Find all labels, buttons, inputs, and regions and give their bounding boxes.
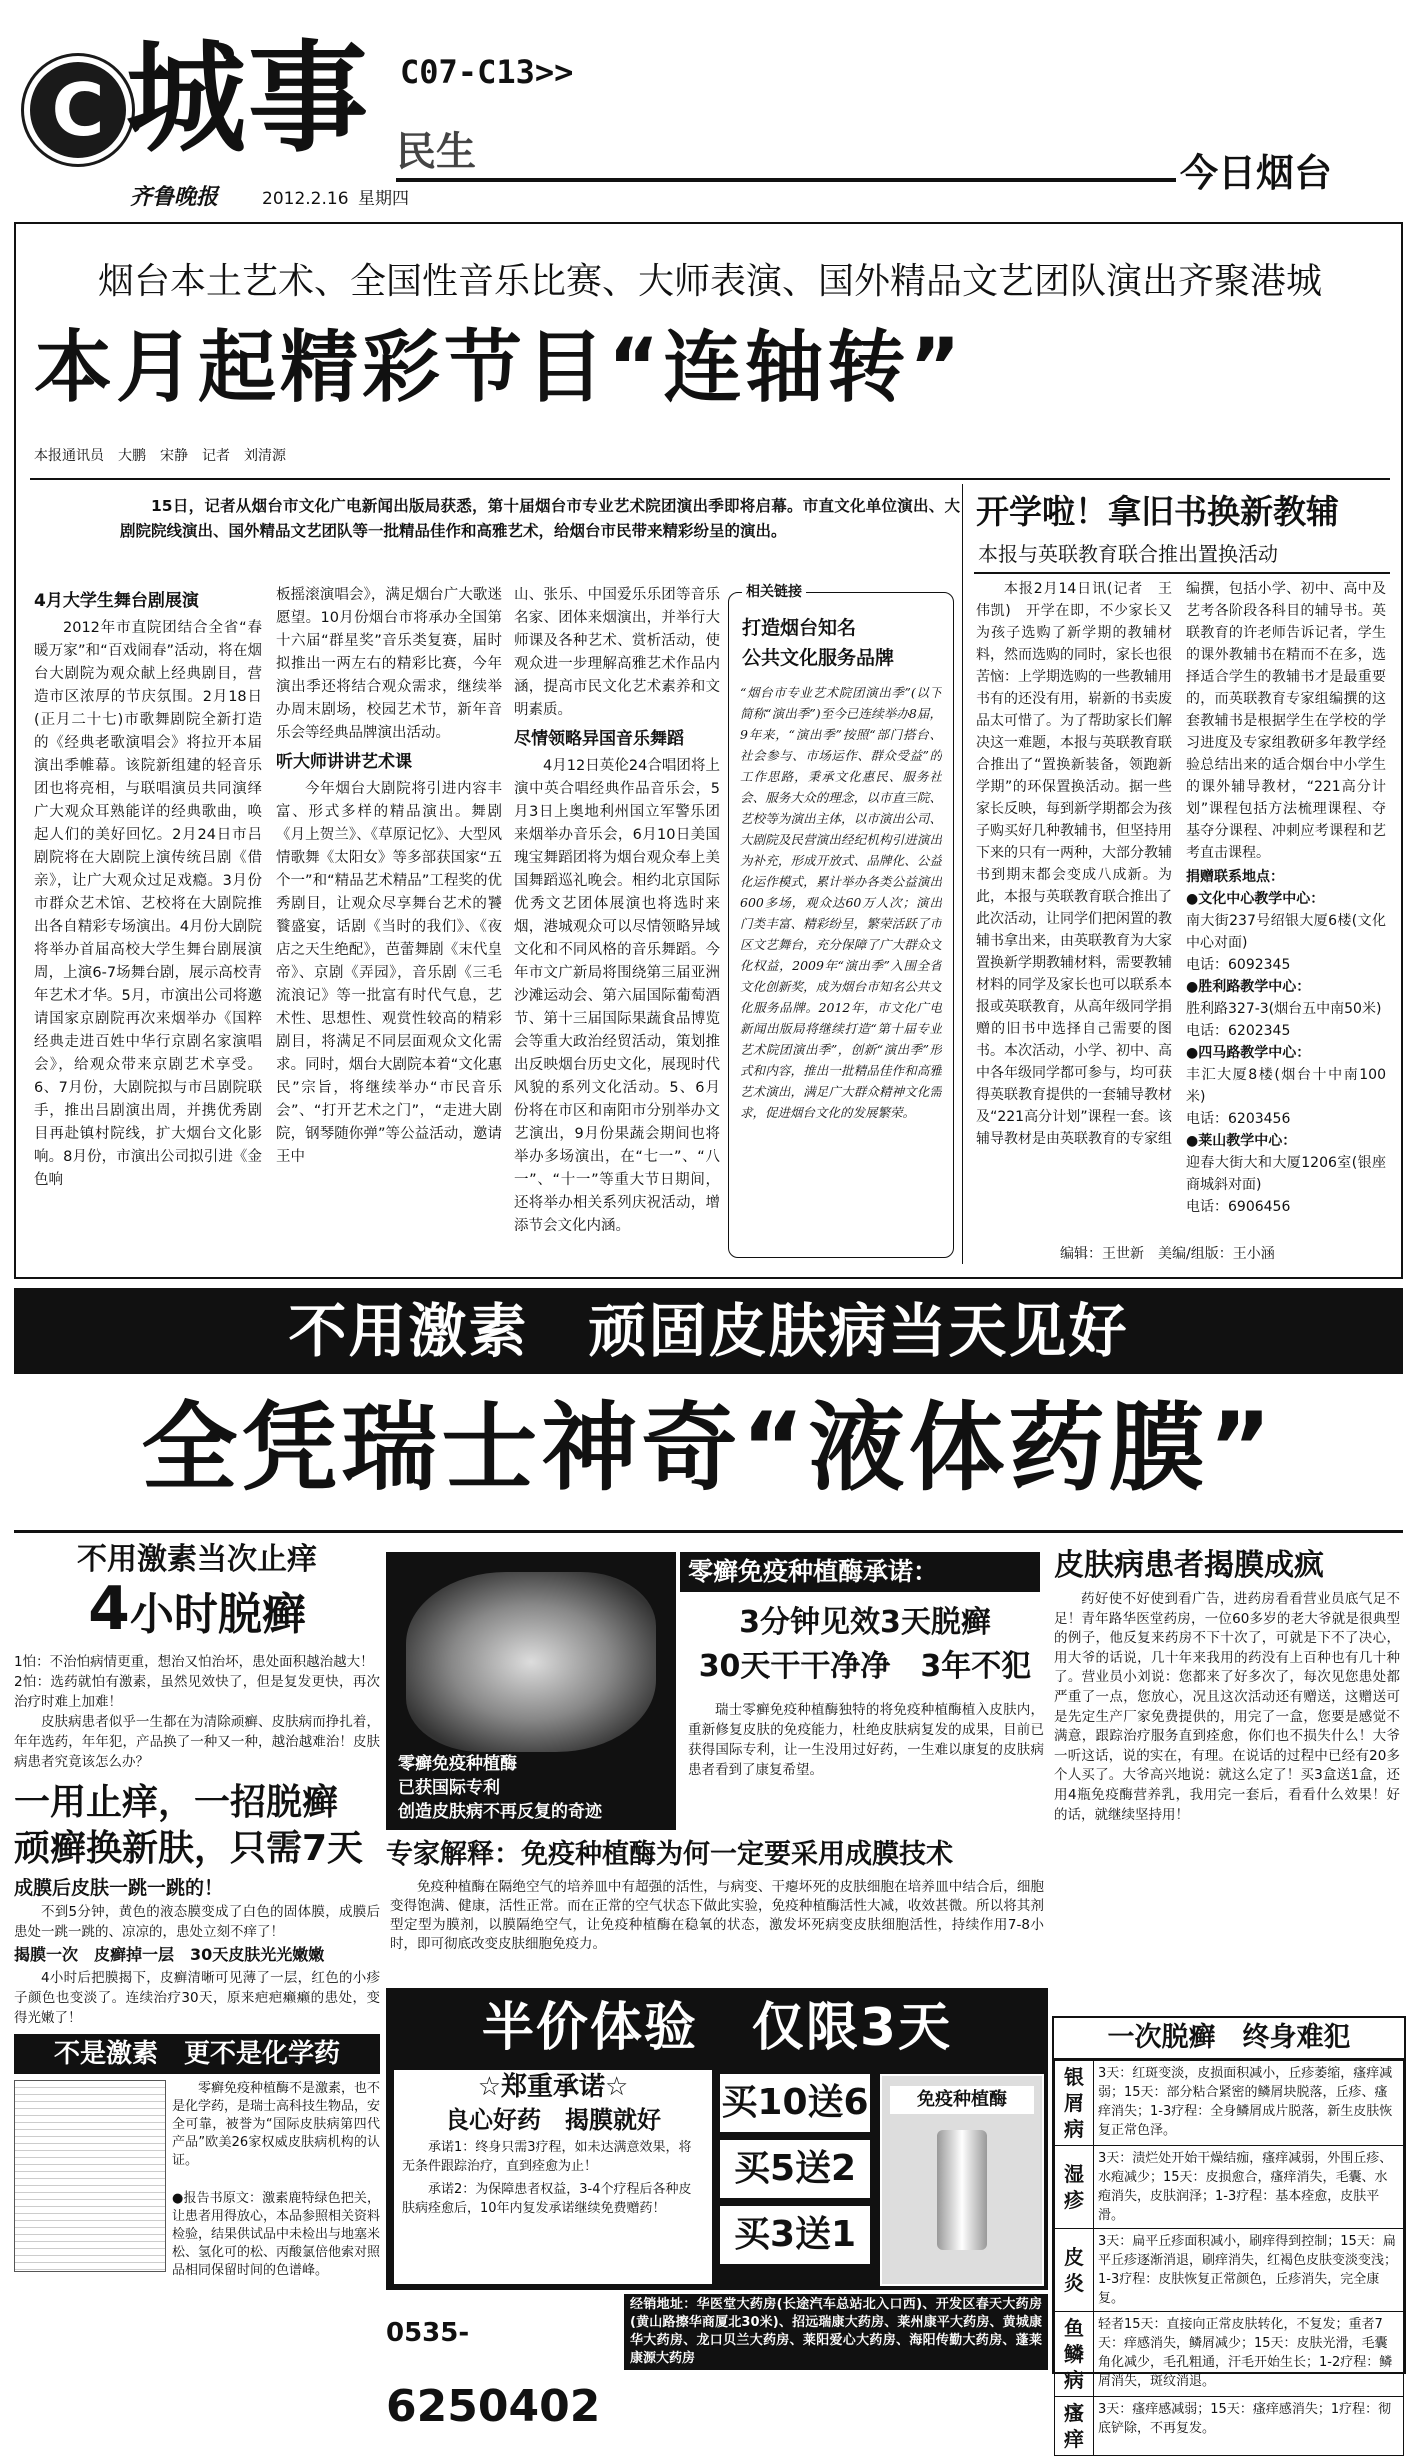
lead-kicker: 烟台本土艺术、全国性音乐比赛、大师表演、国外精品文艺团队演出齐聚港城	[97, 261, 1322, 302]
disease-text: 3天：瘙痒感减弱；15天：瘙痒感消失；1疗程：彻底铲除，不再复发。	[1094, 2397, 1404, 2456]
offer-item: 买5送2	[720, 2140, 870, 2198]
lead-divider	[30, 478, 1390, 480]
result-table-box	[1052, 2016, 1406, 2451]
center-phone: 电话：6092345	[1186, 957, 1291, 973]
half-price-text: 半价体验 仅限3天	[481, 1998, 953, 2058]
related-link-title-1: 打造烟台知名	[742, 617, 857, 639]
center-name: ●四马路教学中心：	[1186, 1045, 1311, 1061]
center-phone: 电话：6202345	[1186, 1023, 1291, 1039]
related-link-text	[740, 682, 942, 1250]
lead-col1-heading: 4月大学生舞台剧展演	[34, 591, 199, 611]
ad-left-p5: 4小时后把膜揭下，皮癣清晰可见薄了一层，红色的小疹子颜色也变淡了。连续治疗30天，原来疤疤癞癞的患处，变得光嫩了！	[14, 1970, 380, 2026]
ad-photo	[386, 1552, 676, 1830]
lead-column-2	[276, 584, 502, 1264]
books-center-4	[1186, 1130, 1386, 1218]
section-title: 城事	[126, 30, 370, 169]
ad-left-sub: 成膜后皮肤一跳一跳的！	[14, 1877, 224, 1899]
center-address: 丰汇大厦8楼(烟台十中南100米)	[1186, 1067, 1386, 1105]
issue-date: 2012.2.16	[262, 189, 349, 209]
promise-title: 零癣免疫种植酶承诺：	[688, 1557, 939, 1586]
books-column-1	[976, 578, 1172, 1234]
promise-title-bar	[680, 1552, 1040, 1592]
result-table	[1054, 2060, 1404, 2456]
lead-headline: 本月起精彩节目“连轴转”	[34, 323, 965, 413]
books-col1-text: 本报2月14日讯(记者 王伟凯) 开学在即，不少家长又为孩子选购了新学期的教辅材料，然而选购的同时，家长也很苦恼：上学期选购的一些教辅用书有的还没有用，崭新的书卖废品太可惜了。为了帮助家长们解决这一难题，本报与英联教育联合推出了“置换新装备，领跑新学期”的环保置换活动。据一些家长反映，每到新学期都会为孩子购买好几种教辅书，但坚持用下来的只有一两种，大部分教辅书到期末都会变成八成新。为此，本报与英联教育联合推出了此次活动，让同学们把闲置的教辅书拿出来，由英联教育为大家置换新学期教辅材料，需要教辅材料的同学及家长也可以联系本报或英联教育，从高年级同学捐赠的旧书中选择自己需要的图书。本次活动，小学、初中、高中各年级同学都可参与，均可获得英联教育提供的一套辅导教材及“221高分计划”课程一套。该辅导教材是由英联教育的专家组	[976, 581, 1172, 1147]
books-center-2	[1186, 976, 1386, 1042]
offer-item: 买3送1	[720, 2206, 870, 2264]
books-headline: 开学啦！拿旧书换新教辅	[976, 492, 1339, 531]
center-address: 胜利路327-3(烟台五中南50米)	[1186, 1001, 1382, 1017]
ad-left-p2: 2怕：选药就怕有激素，虽然见效快了，但是复发更快，再次治疗时难上加难！	[14, 1674, 380, 1710]
lead-col2-text2: 今年烟台大剧院将引进内容丰富、形式多样的精品演出。舞剧《月上贺兰》、《草原记忆》、大型风情歌舞《太阳女》等多部获国家“五个一”和“精品艺术精品”工程奖的优秀剧目，让观众尽享舞台艺术的饕餮盛宴，话剧《当时的我们》、《夜店之天生绝配》，芭蕾舞剧《末代皇帝》、京剧《弄园》，音乐剧《三毛流浪记》等一批富有时代气息，艺术性、思想性、观赏性较高的精彩剧目，将满足不同层面观众文化需求。同时，烟台大剧院本着“文化惠民”宗旨，将继续举办“市民音乐会”、“打开艺术之门”，“走进大剧院，钢琴随你弹”等公益活动，邀请王中	[276, 781, 502, 1165]
disease-name: 湿疹	[1055, 2146, 1094, 2229]
books-divider	[974, 572, 1390, 574]
promise-line-1: 3分钟见效3天脱癣	[739, 1605, 991, 1640]
page-range: C07-C13>>	[400, 53, 574, 91]
ad-banner-1	[14, 1288, 1403, 1374]
offer-list	[720, 2074, 870, 2264]
books-center-3	[1186, 1042, 1386, 1130]
product-tube-image	[937, 2130, 987, 2250]
ad-left-bottom	[14, 2080, 380, 2280]
books-center-1	[1186, 888, 1386, 976]
masthead	[0, 0, 1417, 210]
paper-name: 齐鲁晚报	[130, 184, 219, 210]
related-link-title-2: 公共文化服务品牌	[742, 647, 895, 669]
disease-name: 皮炎	[1055, 2229, 1094, 2312]
editor-line: 编辑：王世新 美编/组版：王小涵	[1060, 1246, 1275, 1262]
center-address: 南大街237号绍银大厦6楼(文化中心对面)	[1186, 913, 1386, 951]
table-row	[1055, 2146, 1404, 2229]
center-name: ●文化中心教学中心：	[1186, 891, 1325, 907]
ad-left-p6: 零癣免疫种植酶不是激素，也不是化学药，是瑞士高科技生物品，安全可靠，被誉为“国际皮肤病第四代产品”欧美26家权威皮肤病机构的认证。	[172, 2081, 380, 2168]
product-box-image	[880, 2074, 1044, 2286]
disease-text: 轻者15天：直接向正常皮肤转化，不复发；重者7天：痒感消失，鳞屑减少；15天：皮肤光滑，毛囊角化减少，毛孔粗通，汗毛开始生长；1-2疗程：鳞屑消失，斑纹消退。	[1094, 2312, 1404, 2397]
books-col2-text: 编撰，包括小学、初中、高中及艺考各阶段各科目的辅导书。英联教育的许老师告诉记者，学生的课外教辅书在精而不在多，选择适合学生的教辅书才是最重要的，而英联教育专家组编撰的这套教辅书是根据学生在学校的学习进度及专家组教研多年教学经验总结出来的适合烟台中小学生的课外辅导教材，“221高分计划”课程包括方法梳理课程、夺基夺分课程、冲刺应考课程和艺考直击课程。	[1186, 581, 1386, 861]
ad-left-black: 不是激素 更不是化学药	[14, 2034, 380, 2074]
phone-prefix: 0535-	[386, 2318, 470, 2348]
disease-name: 银屑病	[1055, 2061, 1094, 2146]
half-price-panel	[386, 1988, 1048, 2290]
center-phone: 电话：6203456	[1186, 1111, 1291, 1127]
commitment-p1: 承诺1：终身只需3疗程，如未达满意效果，将无条件跟踪治疗，直到痊愈为止！	[402, 2140, 692, 2174]
product-label: 免疫种植酶	[890, 2086, 1034, 2114]
disease-name: 鱼鳞病	[1055, 2312, 1094, 2397]
ad-left-column	[14, 1540, 380, 2370]
commitment-title: ☆郑重承诺☆	[477, 2072, 629, 2102]
lead-column-3	[514, 584, 720, 1264]
lead-col3-heading: 尽情领略异国音乐舞蹈	[514, 729, 684, 749]
right-column-head: 皮肤病患者揭膜成疯	[1054, 1548, 1324, 1583]
lead-col2-text: 板摇滚演唱会》，满足烟台广大歌迷愿望。10月份烟台市将承办全国第十六届“群星奖”音乐类复赛，届时拟推出一两左右的精彩比赛，今年演出季还将结合观众需求，继续举办周末剧场，校园艺术节，新年音乐会等经典品牌演出活动。	[276, 587, 502, 741]
lead-col2-heading: 听大师讲讲艺术课	[276, 752, 412, 772]
disease-name: 瘙痒	[1055, 2397, 1094, 2456]
books-contact-title: 捐赠联系地点：	[1186, 869, 1284, 885]
lead-byline: 本报通讯员 大鹏 宋静 记者 刘清源	[34, 448, 286, 464]
ad-left-sub2: 揭膜一次 皮癣掉一层 30天皮肤光光嫩嫩	[14, 1945, 325, 1964]
books-column-2	[1186, 578, 1386, 1234]
books-subhead: 本报与英联教育联合推出置换活动	[978, 542, 1278, 566]
ad-left-p3: 皮肤病患者似乎一生都在为清除顽癣、皮肤病而挣扎着，年年选药，年年犯，产品换了一种又一种，越治越难治！皮肤病患者究竟该怎么办？	[14, 1714, 380, 1770]
distributor-text: 经销地址：华医堂大药房(长途汽车总站北入口西)、开发区春天大药房(黄山路擦华商厦北30米)、招远瑞康大药房、莱州康平大药房、黄城康华大药房、龙口贝兰大药房、莱阳爱心大药房、海阳传勤大药房、蓬莱康源大药房	[630, 2297, 1042, 2366]
lead-col3-text: 山、张乐、中国爱乐乐团等音乐名家、团体来烟演出，并举行大师课及各种艺术、赏析活动，使观众进一步理解高雅艺术作品内涵，提高市民文化艺术素养和文明素质。	[514, 587, 720, 718]
disease-text: 3天：红斑变淡，皮损面积减小，丘疹萎缩，瘙痒减弱；15天：部分粘合紧密的鳞屑块脱落，丘疹、瘙痒消失；1-3疗程：全身鳞屑成片脱落，新生皮肤恢复正常色泽。	[1094, 2061, 1404, 2146]
table-row	[1055, 2229, 1404, 2312]
ad-left-head1: 不用激素当次止痒	[77, 1542, 317, 1577]
distributor-bar	[624, 2294, 1048, 2370]
expert-text: 免疫种植酶在隔绝空气的培养皿中有超强的活性，与病变、干瘪坏死的皮肤细胞在培养皿中结合后，细胞变得饱满、健康，活性正常。而在正常的空气状态下做此实验，免疫种植酶活性大减，收效甚微。所以将其剂型定型为膜剂，以膜隔绝空气，让免疫种植酶在稳氧的状态，激发坏死病变皮肤细胞活性，持续作用7-8小时，即可彻底改变皮肤细胞免疫力。	[390, 1879, 1044, 1952]
offer-item: 买10送6	[720, 2074, 870, 2132]
center-address: 迎春大街大和大厦1206室(银座商城斜对面)	[1186, 1155, 1386, 1193]
ad-banner-rule	[14, 1530, 1403, 1533]
ad-left-p4: 不到5分钟，黄色的液态膜变成了白色的固体膜，成膜后患处一跳一跳的、凉凉的，患处立刻不痒了！	[14, 1904, 380, 1940]
commitment-box	[394, 2070, 712, 2284]
promise-text: 瑞士零癣免疫种植酶独特的将免疫种植酶植入皮肤内，重新修复皮肤的免疫能力，杜绝皮肤病复发的成果，目前已获得国际专利，让一生没用过好药，一生难以康复的皮肤病患者看到了康复希望。	[688, 1702, 1044, 1778]
ad-left-head2-text: 小时脱癣	[129, 1589, 306, 1640]
expert-title: 专家解释：免疫种植酶为何一定要采用成膜技术	[386, 1839, 953, 1870]
phone-main: 6250402	[386, 2381, 601, 2432]
lead-column-1	[34, 584, 262, 1264]
ad-left-p7: ●报告书原文：激素鹿特绿色把关，让患者用得放心，本品参照相关资料检验，结果供试品中未检出与地塞米松、氢化可的松、丙酸氯倍他索对照品相同保留时间的色谱峰。	[172, 2191, 380, 2278]
commitment-p2: 承诺2：为保障患者权益，3-4个疗程后各种皮肤病痊愈后，10年内复发承诺继续免费赠药！	[402, 2182, 692, 2216]
ad-left-head2	[14, 1574, 380, 1644]
table-row	[1055, 2061, 1404, 2146]
masthead-rule	[396, 178, 1176, 182]
certificate-image	[14, 2080, 166, 2272]
result-table-title: 一次脱癣 终身难犯	[1054, 2018, 1404, 2060]
ad-left-head2-num: 4	[88, 1574, 130, 1644]
ad-left-para-group	[14, 1652, 380, 1772]
ad-banner-2: 全凭瑞士神奇“液体药膜”	[141, 1392, 1276, 1504]
lead-intro	[120, 494, 960, 544]
promise-line-2: 30天干干净净 3年不犯	[698, 1649, 1032, 1684]
center-name: ●莱山教学中心：	[1186, 1133, 1297, 1149]
hand-film-image	[406, 1572, 656, 1752]
center-phone: 电话：6906456	[1186, 1199, 1291, 1215]
disease-text: 3天：扁平丘疹面积减小，刷痒得到控制；15天：扁平丘疹逐渐消退，刷痒消失，红褐色皮肤变淡变浅；1-3疗程：皮肤恢复正常颜色，丘疹消失，完全康复。	[1094, 2229, 1404, 2312]
right-column-text: 药好使不好使到看广告，进药房看看营业员底气足不足！青年路华医堂药房，一位60多岁的老大爷就是很典型的例子，他反复来药房不下十次了，可就是下不了决心，用大爷的话说，几十年来我用的药没有上百种也有几十种了。营业员小刘说：您都来了好多次了，每次见您患处都严重了一点，您放心，况且这次活动还有赠送，这赠送可是先定生产厂家免费提供的，用完了一盒，您要是感觉不满意，跟踪治疗服务直到痊愈，你们也不损失什么！大爷一听这话，说的实在，有理。在说话的过程中已经有20多个人买了。大爷高兴地说：就这么定了！买3盒送1盒，还用4瓶免疫酶营养乳，我用完一套后，看看什么效果！好的话，就继续坚持用！	[1054, 1591, 1400, 1823]
lead-col3-text2: 4月12日英伦24合唱团将上演中英合唱经典作品音乐会，5月3日上奥地利州国立军警乐团来烟举办音乐会，6月10日美国瑰宝舞蹈团将为烟台观众奉上美国舞蹈巡礼晚会。相约北京国际优秀文艺团体展演也将选时来烟，港城观众可以尽情领略异域文化和不同风格的音乐舞蹈。今年市文广新局将围绕第三届亚洲沙滩运动会、第六届国际葡萄酒节、第十三届国际果蔬食品博览会等重大政治经贸活动，策划推出反映烟台历史文化，展现时代风貌的系列文化活动。5、6月份将在市区和南阳市分别举办文艺演出，9月份果蔬会期间也将举办多场演出，在“七一”、“八一”、“十一”等重大节日期间，还将举办相关系列庆祝活动，增添节会文化内涵。	[514, 758, 720, 1234]
ad-left-p1: 1怕：不治怕病情更重，想治又怕治坏，患处面积越治越大！	[14, 1654, 374, 1670]
ad-left-big1: 一用止痒，一招脱癣	[14, 1782, 339, 1823]
ad-photo-caption: 零癣免疫种植酶 已获国际专利 创造皮肤病不再反复的奇迹	[398, 1754, 602, 1822]
issue-weekday: 星期四	[358, 189, 409, 209]
sub-section: 民生	[396, 129, 476, 175]
lead-intro-text: 15日，记者从烟台市文化广电新闻出版局获悉，第十届烟台市专业艺术院团演出季即将启幕。市直文化单位演出、大剧院院线演出、国外精品文艺团队等一批精品佳作和高雅艺术，给烟台市民带来精彩纷呈的演出。	[120, 497, 960, 540]
ad-banner-1-text: 不用激素 顽固皮肤病当天见好	[288, 1297, 1129, 1365]
table-row	[1055, 2312, 1404, 2397]
related-link-body: “烟台市专业艺术院团演出季”(以下简称“演出季”)至今已连续举办8届，9年来，“演出季”按照“部门搭台、社会参与、市场运作、群众受益”的工作思路，秉承文化惠民、服务社会、服务大众的理念，以市直三院、艺校等为演出主体，以市演出公司、大剧院及民营演出经纪机构引进演出为补充，形成开放式、品牌化、公益化运作模式，累计举办各类公益演出600多场，观众达60万人次；演出门类丰富、精彩纷呈，繁荣活跃了市区文艺舞台，充分保障了广大群众文化权益，2009年“演出季”入围全省文化创新奖，成为烟台市知名公共文化服务品牌。2012年，市文化广电新闻出版局将继续打造“第十届专业艺术院团演出季”，创新“演出季”形式和内容，推出一批精品佳作和高雅艺术演出，满足广大群众精神文化需求，促进烟台文化的发展繁荣。	[740, 685, 942, 1120]
phone-number	[386, 2296, 622, 2432]
lead-vertical-divider	[962, 484, 963, 1264]
table-row	[1055, 2397, 1404, 2456]
ad-left-big2: 顽癣换新肤，只需7天	[14, 1828, 364, 1869]
lead-col1-text: 2012年市直院团结合全省“春暖万家”和“百戏闹春”活动，将在烟台大剧院为观众献上经典剧目，营造市区浓厚的节庆氛围。2月18日(正月二十七)市歌舞剧院全新打造的《经典老歌演唱会》将拉开本届演出季帷幕。该院新组建的轻音乐团也将亮相，与联唱演员共同演绎广大观众耳熟能详的经典歌曲，唤起人们的美好回忆。2月24日市吕剧院将在大剧院上演传统吕剧《借亲》，让广大观众过足戏瘾。3月份市群众艺术馆、艺校将在大剧院推出各自精彩专场演出。4月份大剧院将举办首届高校大学生舞台剧展演周，上演6-7场舞台剧，展示高校青年艺术才华。5月，市演出公司将邀请国家京剧院再次来烟举办《国粹经典走进百姓中华行京剧名家演唱会》，给观众带来京剧艺术享受。6、7月份，大剧院拟与市吕剧院联手，推出吕剧演出周，并携优秀剧目再赴镇村院线，扩大烟台文化影响。8月份，市演出公司拟引进《金色响	[34, 620, 262, 1188]
logo-letter: C	[51, 68, 105, 152]
edition-label: 今日烟台	[1180, 151, 1333, 195]
center-name: ●胜利路教学中心：	[1186, 979, 1311, 995]
logo-badge	[24, 56, 132, 164]
related-link-tag: 相关链接	[742, 582, 806, 602]
disease-text: 3天：渍烂处开始干燥结痂，瘙痒减弱，外围丘疹、水疱减少；15天：皮损愈合，瘙痒消失，毛囊、水疱消失，皮肤润泽；1-3疗程：基本痊愈，皮肤平滑。	[1094, 2146, 1404, 2229]
commitment-sub: 良心好药 揭膜就好	[445, 2106, 661, 2134]
